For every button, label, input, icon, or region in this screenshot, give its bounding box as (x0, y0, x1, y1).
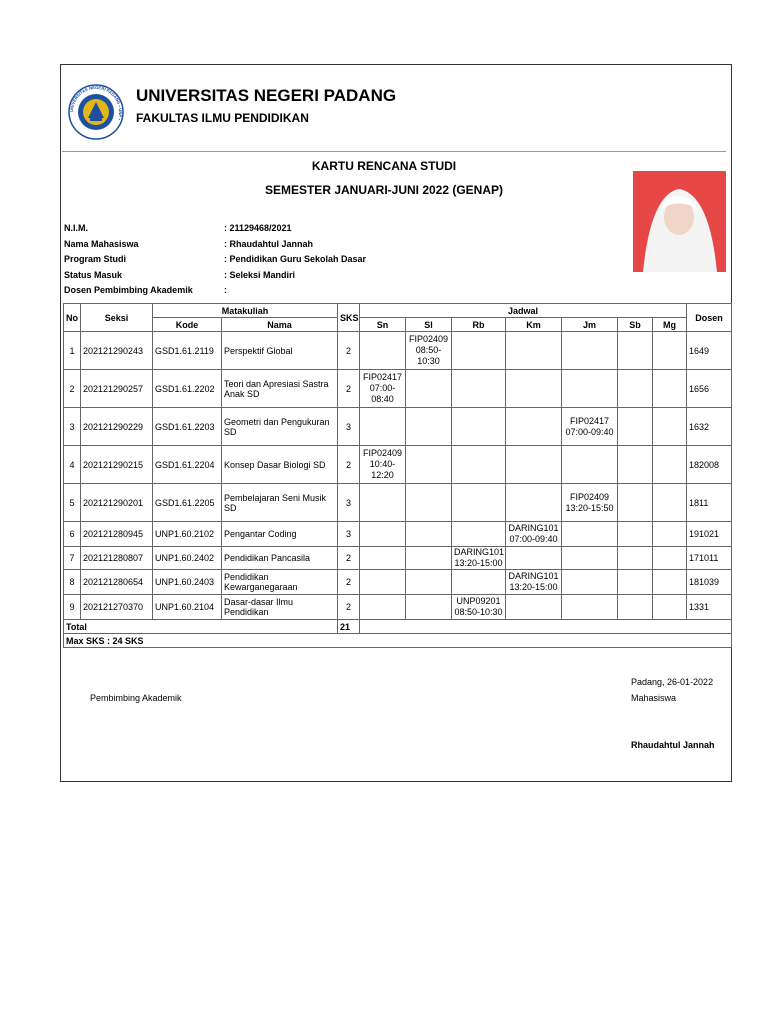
cell-nama: Konsep Dasar Biologi SD (222, 446, 338, 484)
info-value: : Seleksi Mandiri (224, 269, 296, 280)
info-label: Nama Mahasiswa (64, 238, 139, 249)
cell-empty (406, 484, 452, 522)
cell-empty (360, 595, 406, 620)
cell-sks: 2 (338, 332, 360, 370)
cell-kode: UNP1.60.2102 (153, 522, 222, 547)
cell-empty (618, 484, 653, 522)
cell-dosen: 182008 (687, 446, 732, 484)
course-table (63, 303, 732, 648)
cell-schedule: DARING101 07:00-09:40 (506, 522, 562, 547)
info-label: Program Studi (64, 254, 127, 264)
cell-empty (452, 522, 506, 547)
table-row (64, 408, 732, 446)
cell-schedule: FIP02409 08:50-10:30 (406, 332, 452, 370)
table-row (64, 332, 732, 370)
table-row (64, 446, 732, 484)
cell-empty (653, 332, 687, 370)
cell-dosen: 1649 (687, 332, 732, 370)
svg-text:UNIVERSITAS NEGERI PADANG • UN: UNIVERSITAS NEGERI PADANG • UNP • (68, 84, 124, 121)
cell-kode: UNP1.60.2403 (153, 570, 222, 595)
cell-dosen: 1656 (687, 370, 732, 408)
university-name: UNIVERSITAS NEGERI PADANG (136, 86, 397, 105)
student-photo (633, 171, 726, 272)
cell-dosen: 1331 (687, 595, 732, 620)
cell-seksi: 202121280945 (81, 522, 153, 547)
cell-empty (360, 570, 406, 595)
cell-empty (562, 570, 618, 595)
cell-nama: Dasar-dasar Ilmu Pendidikan (222, 595, 338, 620)
cell-kode: GSD1.61.2119 (153, 332, 222, 370)
cell-seksi: 202121290201 (81, 484, 153, 522)
cell-empty (360, 332, 406, 370)
place-date: Padang, 26-01-2022 (631, 677, 714, 687)
cell-empty (360, 484, 406, 522)
cell-empty (406, 595, 452, 620)
cell-empty (618, 570, 653, 595)
cell-nama: Pendidikan Pancasila (222, 547, 338, 570)
cell-empty (653, 370, 687, 408)
cell-empty (360, 522, 406, 547)
cell-no: 7 (64, 547, 81, 570)
info-label: N.I.M. (64, 223, 88, 233)
cell-empty (360, 408, 406, 446)
cell-empty (506, 484, 562, 522)
cell-schedule: FIP02409 10:40-12:20 (360, 446, 406, 484)
table-row (64, 522, 732, 547)
cell-no: 6 (64, 522, 81, 547)
student-signature-label: Mahasiswa (631, 693, 677, 703)
cell-nama: Pendidikan Kewarganegaraan (222, 570, 338, 595)
info-value: : Pendidikan Guru Sekolah Dasar (224, 254, 367, 264)
cell-empty (506, 595, 562, 620)
info-value: : Rhaudahtul Jannah (224, 238, 314, 249)
cell-sks: 2 (338, 547, 360, 570)
info-value: : 21129468/2021 (224, 223, 292, 233)
cell-dosen: 1632 (687, 408, 732, 446)
cell-kode: UNP1.60.2104 (153, 595, 222, 620)
cell-schedule: FIP02417 07:00-08:40 (360, 370, 406, 408)
header-dosen: Dosen (687, 304, 732, 332)
cell-seksi: 202121280654 (81, 570, 153, 595)
cell-schedule: DARING101 13:20-15:00 (506, 570, 562, 595)
cell-sks: 3 (338, 522, 360, 547)
cell-empty (618, 408, 653, 446)
cell-schedule: FIP02409 13:20-15:50 (562, 484, 618, 522)
cell-empty (618, 595, 653, 620)
cell-nama: Perspektif Global (222, 332, 338, 370)
cell-sks: 2 (338, 370, 360, 408)
cell-nama: Pengantar Coding (222, 522, 338, 547)
header-matakuliah: Matakuliah (153, 304, 338, 318)
cell-seksi: 202121290243 (81, 332, 153, 370)
header-day: Sb (618, 318, 653, 332)
cell-nama: Teori dan Apresiasi Sastra Anak SD (222, 370, 338, 408)
cell-empty (653, 570, 687, 595)
cell-empty (406, 408, 452, 446)
cell-empty (562, 332, 618, 370)
cell-empty (452, 484, 506, 522)
header-day: Rb (452, 318, 506, 332)
cell-empty (452, 446, 506, 484)
header-day: Jm (562, 318, 618, 332)
cell-empty (406, 370, 452, 408)
cell-kode: GSD1.61.2204 (153, 446, 222, 484)
cell-empty (506, 408, 562, 446)
cell-kode: GSD1.61.2203 (153, 408, 222, 446)
cell-sks: 3 (338, 484, 360, 522)
cell-empty (562, 370, 618, 408)
cell-empty (406, 547, 452, 570)
table-row (64, 595, 732, 620)
header-nama: Nama (222, 318, 338, 332)
cell-no: 5 (64, 484, 81, 522)
cell-empty (506, 332, 562, 370)
info-label: Dosen Pembimbing Akademik (64, 285, 193, 295)
cell-empty (452, 370, 506, 408)
header-jadwal: Jadwal (360, 304, 687, 318)
cell-sks: 3 (338, 408, 360, 446)
cell-empty (653, 595, 687, 620)
cell-empty (562, 446, 618, 484)
cell-no: 3 (64, 408, 81, 446)
cell-empty (618, 370, 653, 408)
cell-schedule: UNP09201 08:50-10:30 (452, 595, 506, 620)
max-sks: Max SKS : 24 SKS (64, 634, 732, 648)
cell-empty (452, 332, 506, 370)
header-day: Km (506, 318, 562, 332)
cell-empty (506, 446, 562, 484)
cell-dosen: 1811 (687, 484, 732, 522)
cell-empty (653, 446, 687, 484)
semester-title: SEMESTER JANUARI-JUNI 2022 (GENAP) (264, 183, 504, 197)
cell-empty (452, 408, 506, 446)
cell-kode: UNP1.60.2402 (153, 547, 222, 570)
cell-empty (506, 547, 562, 570)
cell-seksi: 202121290229 (81, 408, 153, 446)
header-seksi: Seksi (81, 304, 153, 332)
info-value: : (224, 285, 227, 295)
info-label: Status Masuk (64, 269, 123, 280)
faculty-name: FAKULTAS ILMU PENDIDIKAN (136, 111, 309, 125)
cell-no: 2 (64, 370, 81, 408)
cell-sks: 2 (338, 446, 360, 484)
cell-empty (618, 547, 653, 570)
table-row (64, 570, 732, 595)
cell-empty (618, 446, 653, 484)
cell-empty (506, 370, 562, 408)
cell-empty (562, 547, 618, 570)
cell-schedule: FIP02417 07:00-09:40 (562, 408, 618, 446)
header-day: Sl (406, 318, 452, 332)
cell-nama: Pembelajaran Seni Musik SD (222, 484, 338, 522)
cell-no: 8 (64, 570, 81, 595)
table-row (64, 370, 732, 408)
cell-seksi: 202121280807 (81, 547, 153, 570)
total-sks: 21 (338, 620, 360, 634)
cell-empty (618, 332, 653, 370)
university-logo (68, 84, 124, 140)
total-label: Total (64, 620, 338, 634)
cell-empty (406, 522, 452, 547)
cell-sks: 2 (338, 570, 360, 595)
cell-empty (562, 595, 618, 620)
header-divider (62, 151, 726, 152)
cell-nama: Geometri dan Pengukuran SD (222, 408, 338, 446)
cell-empty (360, 547, 406, 570)
cell-seksi: 202121270370 (81, 595, 153, 620)
cell-empty (653, 408, 687, 446)
table-row (64, 547, 732, 570)
cell-empty (653, 484, 687, 522)
cell-empty (618, 522, 653, 547)
cell-no: 1 (64, 332, 81, 370)
cell-dosen: 191021 (687, 522, 732, 547)
student-signature-name: Rhaudahtul Jannah (631, 740, 715, 750)
document-title: KARTU RENCANA STUDI (311, 159, 457, 173)
header-day: Mg (653, 318, 687, 332)
cell-dosen: 181039 (687, 570, 732, 595)
cell-seksi: 202121290215 (81, 446, 153, 484)
cell-no: 4 (64, 446, 81, 484)
cell-no: 9 (64, 595, 81, 620)
header-no: No (64, 304, 81, 332)
cell-empty (452, 570, 506, 595)
table-row (64, 484, 732, 522)
total-row (64, 620, 732, 634)
cell-empty (562, 522, 618, 547)
header-sks: SKS (338, 304, 360, 332)
cell-sks: 2 (338, 595, 360, 620)
cell-empty (653, 547, 687, 570)
cell-kode: GSD1.61.2205 (153, 484, 222, 522)
cell-empty (406, 570, 452, 595)
cell-empty (406, 446, 452, 484)
cell-schedule: DARING101 13:20-15:00 (452, 547, 506, 570)
max-sks-row (64, 634, 732, 648)
cell-dosen: 171011 (687, 547, 732, 570)
cell-kode: GSD1.61.2202 (153, 370, 222, 408)
header-day: Sn (360, 318, 406, 332)
total-filler (360, 620, 732, 634)
advisor-signature-label: Pembimbing Akademik (90, 693, 182, 703)
cell-empty (653, 522, 687, 547)
header-kode: Kode (153, 318, 222, 332)
cell-seksi: 202121290257 (81, 370, 153, 408)
